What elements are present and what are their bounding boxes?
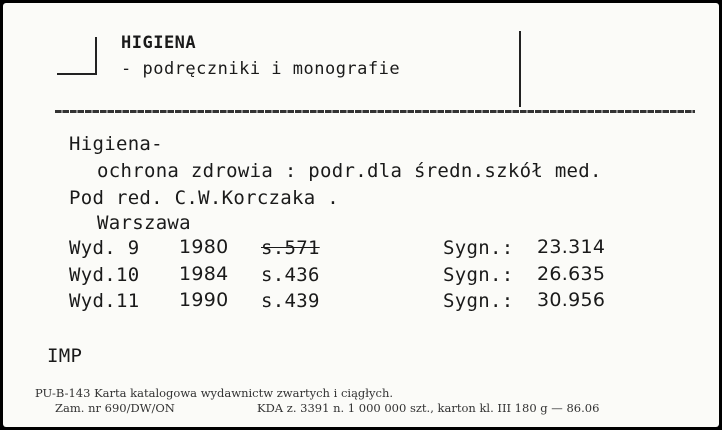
edition-label: Wyd.11 <box>69 290 140 312</box>
entry-place-line: Warszawa <box>97 212 191 234</box>
edition-pages: s.571 <box>261 237 320 259</box>
header-subtitle: - podręczniki i monografie <box>121 59 401 79</box>
edition-pages: s.436 <box>261 264 320 286</box>
footer-order-number: Zam. nr 690/DW/ON <box>55 401 175 415</box>
catalog-card <box>3 3 719 427</box>
entry-title-line: Higiena- <box>69 133 163 155</box>
footer-print-info: KDA z. 3391 n. 1 000 000 szt., karton kl. III 180 g — 86.06 <box>257 401 600 415</box>
sygn-label: Sygn.: <box>443 290 514 312</box>
edition-pages: s.439 <box>261 290 320 312</box>
footer-form-line: PU-B-143 Karta katalogowa wydawnictw zwartych i ciągłych. <box>35 386 394 400</box>
sygn-number: 30.956 <box>537 289 606 311</box>
header-title: HIGIENA <box>121 33 197 53</box>
header-right-divider <box>519 31 521 107</box>
sygn-number: 26.635 <box>537 263 606 285</box>
sygn-number: 23.314 <box>537 236 606 258</box>
edition-year: 1984 <box>179 263 229 285</box>
edition-label: Wyd. 9 <box>69 237 140 259</box>
edition-year: 1990 <box>179 289 229 311</box>
entry-subtitle-line: ochrona zdrowia : podr.dla średn.szkół med. <box>97 160 602 182</box>
sygn-label: Sygn.: <box>443 237 514 259</box>
edition-year: 1980 <box>179 236 229 258</box>
edition-label: Wyd.10 <box>69 264 140 286</box>
entry-editor-line: Pod red. C.W.Korczaka . <box>69 187 339 209</box>
header-separator-line <box>55 110 695 113</box>
imp-stamp: IMP <box>47 345 83 367</box>
header-bracket-horizontal <box>57 73 97 75</box>
header-bracket-vertical <box>95 37 97 75</box>
sygn-label: Sygn.: <box>443 264 514 286</box>
